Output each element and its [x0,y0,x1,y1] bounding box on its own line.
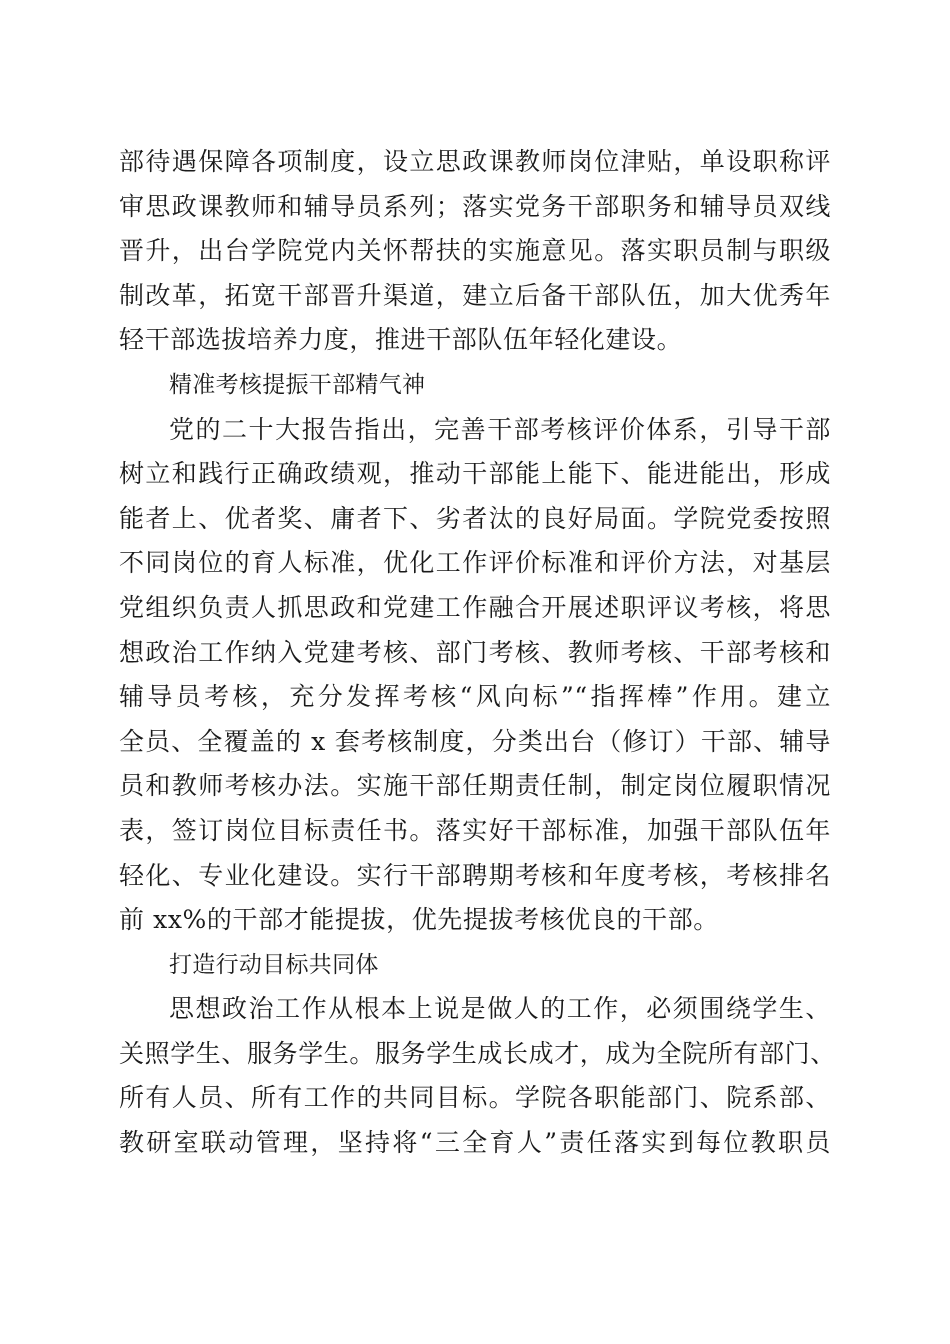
paragraph-line: 轻干部选拔培养力度，推进干部队伍年轻化建设。 [119,325,683,355]
paragraph-line: 想政治工作纳入党建考核、部门考核、教师考核、干部考核和 [119,637,831,667]
paragraph-line: 党组织负责人抓思政和党建工作融合开展述职评议考核，将思 [119,592,831,622]
paragraph-line: 前 xx%的干部才能提拔，优先提拔考核优良的干部。 [119,905,719,935]
paragraph-line: 表，签订岗位目标责任书。落实好干部标准，加强干部队伍年 [119,815,831,845]
paragraph-line: 全员、全覆盖的 x 套考核制度，分类出台（修订）干部、辅导 [119,726,831,756]
paragraph-line: 晋升，出台学院党内关怀帮扶的实施意见。落实职员制与职级 [119,236,831,266]
paragraph-line: 员和教师考核办法。实施干部任期责任制，制定岗位履职情况 [119,771,831,801]
section-heading: 精准考核提振干部精气神 [169,371,426,398]
paragraph-line: 不同岗位的育人标准，优化工作评价标准和评价方法，对基层 [119,548,831,578]
paragraph-line: 思想政治工作从根本上说是做人的工作，必须围绕学生、 [169,994,831,1024]
paragraph-line: 党的二十大报告指出，完善干部考核评价体系，引导干部 [169,414,831,444]
paragraph-line: 关照学生、服务学生。服务学生成长成才，成为全院所有部门、 [119,1038,836,1068]
section-heading: 打造行动目标共同体 [169,951,379,978]
paragraph-line: 制改革，拓宽干部晋升渠道，建立后备干部队伍，加大优秀年 [119,280,831,310]
paragraph-line: 能者上、优者奖、庸者下、劣者汰的良好局面。学院党委按照 [119,503,831,533]
paragraph-line: 教研室联动管理，坚持将“三全育人”责任落实到每位教职员 [119,1128,831,1158]
paragraph-line: 部待遇保障各项制度，设立思政课教师岗位津贴，单设职称评 [119,147,831,176]
paragraph-line: 辅导员考核，充分发挥考核“风向标”“指挥棒”作用。建立 [119,682,831,712]
paragraph-line: 轻化、专业化建设。实行干部聘期考核和年度考核，考核排名 [119,860,831,890]
paragraph-line: 审思政课教师和辅导员系列；落实党务干部职务和辅导员双线 [119,191,831,221]
document-body [119,140,836,1166]
paragraph-line: 所有人员、所有工作的共同目标。学院各职能部门、院系部、 [119,1083,831,1113]
paragraph-line: 树立和践行正确政绩观，推动干部能上能下、能进能出，形成 [119,459,831,489]
